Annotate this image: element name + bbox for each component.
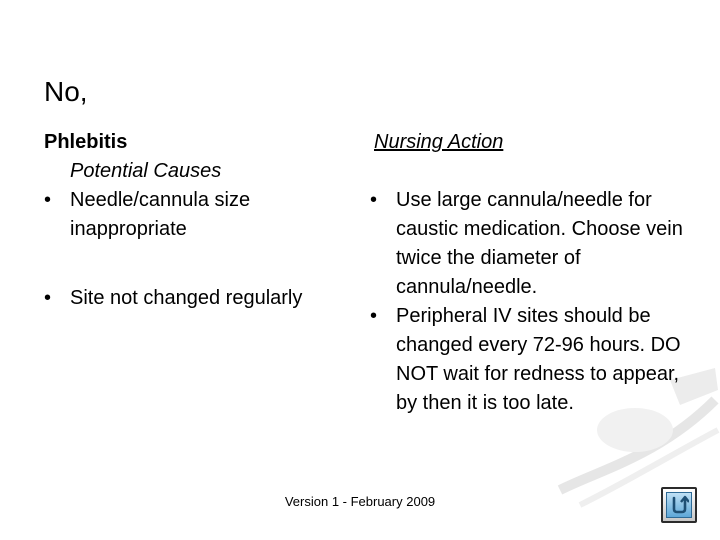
bullet-icon: • <box>370 305 378 327</box>
slide-title: No, <box>44 76 88 107</box>
footer-version: Version 1 - February 2009 <box>284 494 436 509</box>
cause-item <box>44 186 364 244</box>
return-button[interactable] <box>661 487 697 523</box>
cause-text: Site not changed regularly <box>70 287 303 309</box>
potential-causes-heading: Potential Causes <box>70 160 222 182</box>
return-arrow-icon <box>666 492 692 518</box>
bullet-icon: • <box>44 189 52 211</box>
nursing-action-column <box>370 128 690 418</box>
action-text: Use large cannula/needle for caustic medication. Choose vein twice the diameter of cannula/needle. <box>396 189 683 298</box>
bullet-icon: • <box>370 189 378 211</box>
nursing-action-heading: Nursing Action <box>374 131 504 153</box>
cause-text: Needle/cannula size inappropriate <box>70 189 251 240</box>
condition-heading: Phlebitis <box>44 131 128 153</box>
causes-column <box>44 128 364 313</box>
bullet-icon: • <box>44 287 52 309</box>
action-text: Peripheral IV sites should be changed every 72-96 hours. DO NOT wait for redness to appear, by then it is too late. <box>396 305 681 414</box>
cause-item <box>44 284 364 313</box>
action-item <box>370 302 690 418</box>
action-item <box>370 186 690 302</box>
